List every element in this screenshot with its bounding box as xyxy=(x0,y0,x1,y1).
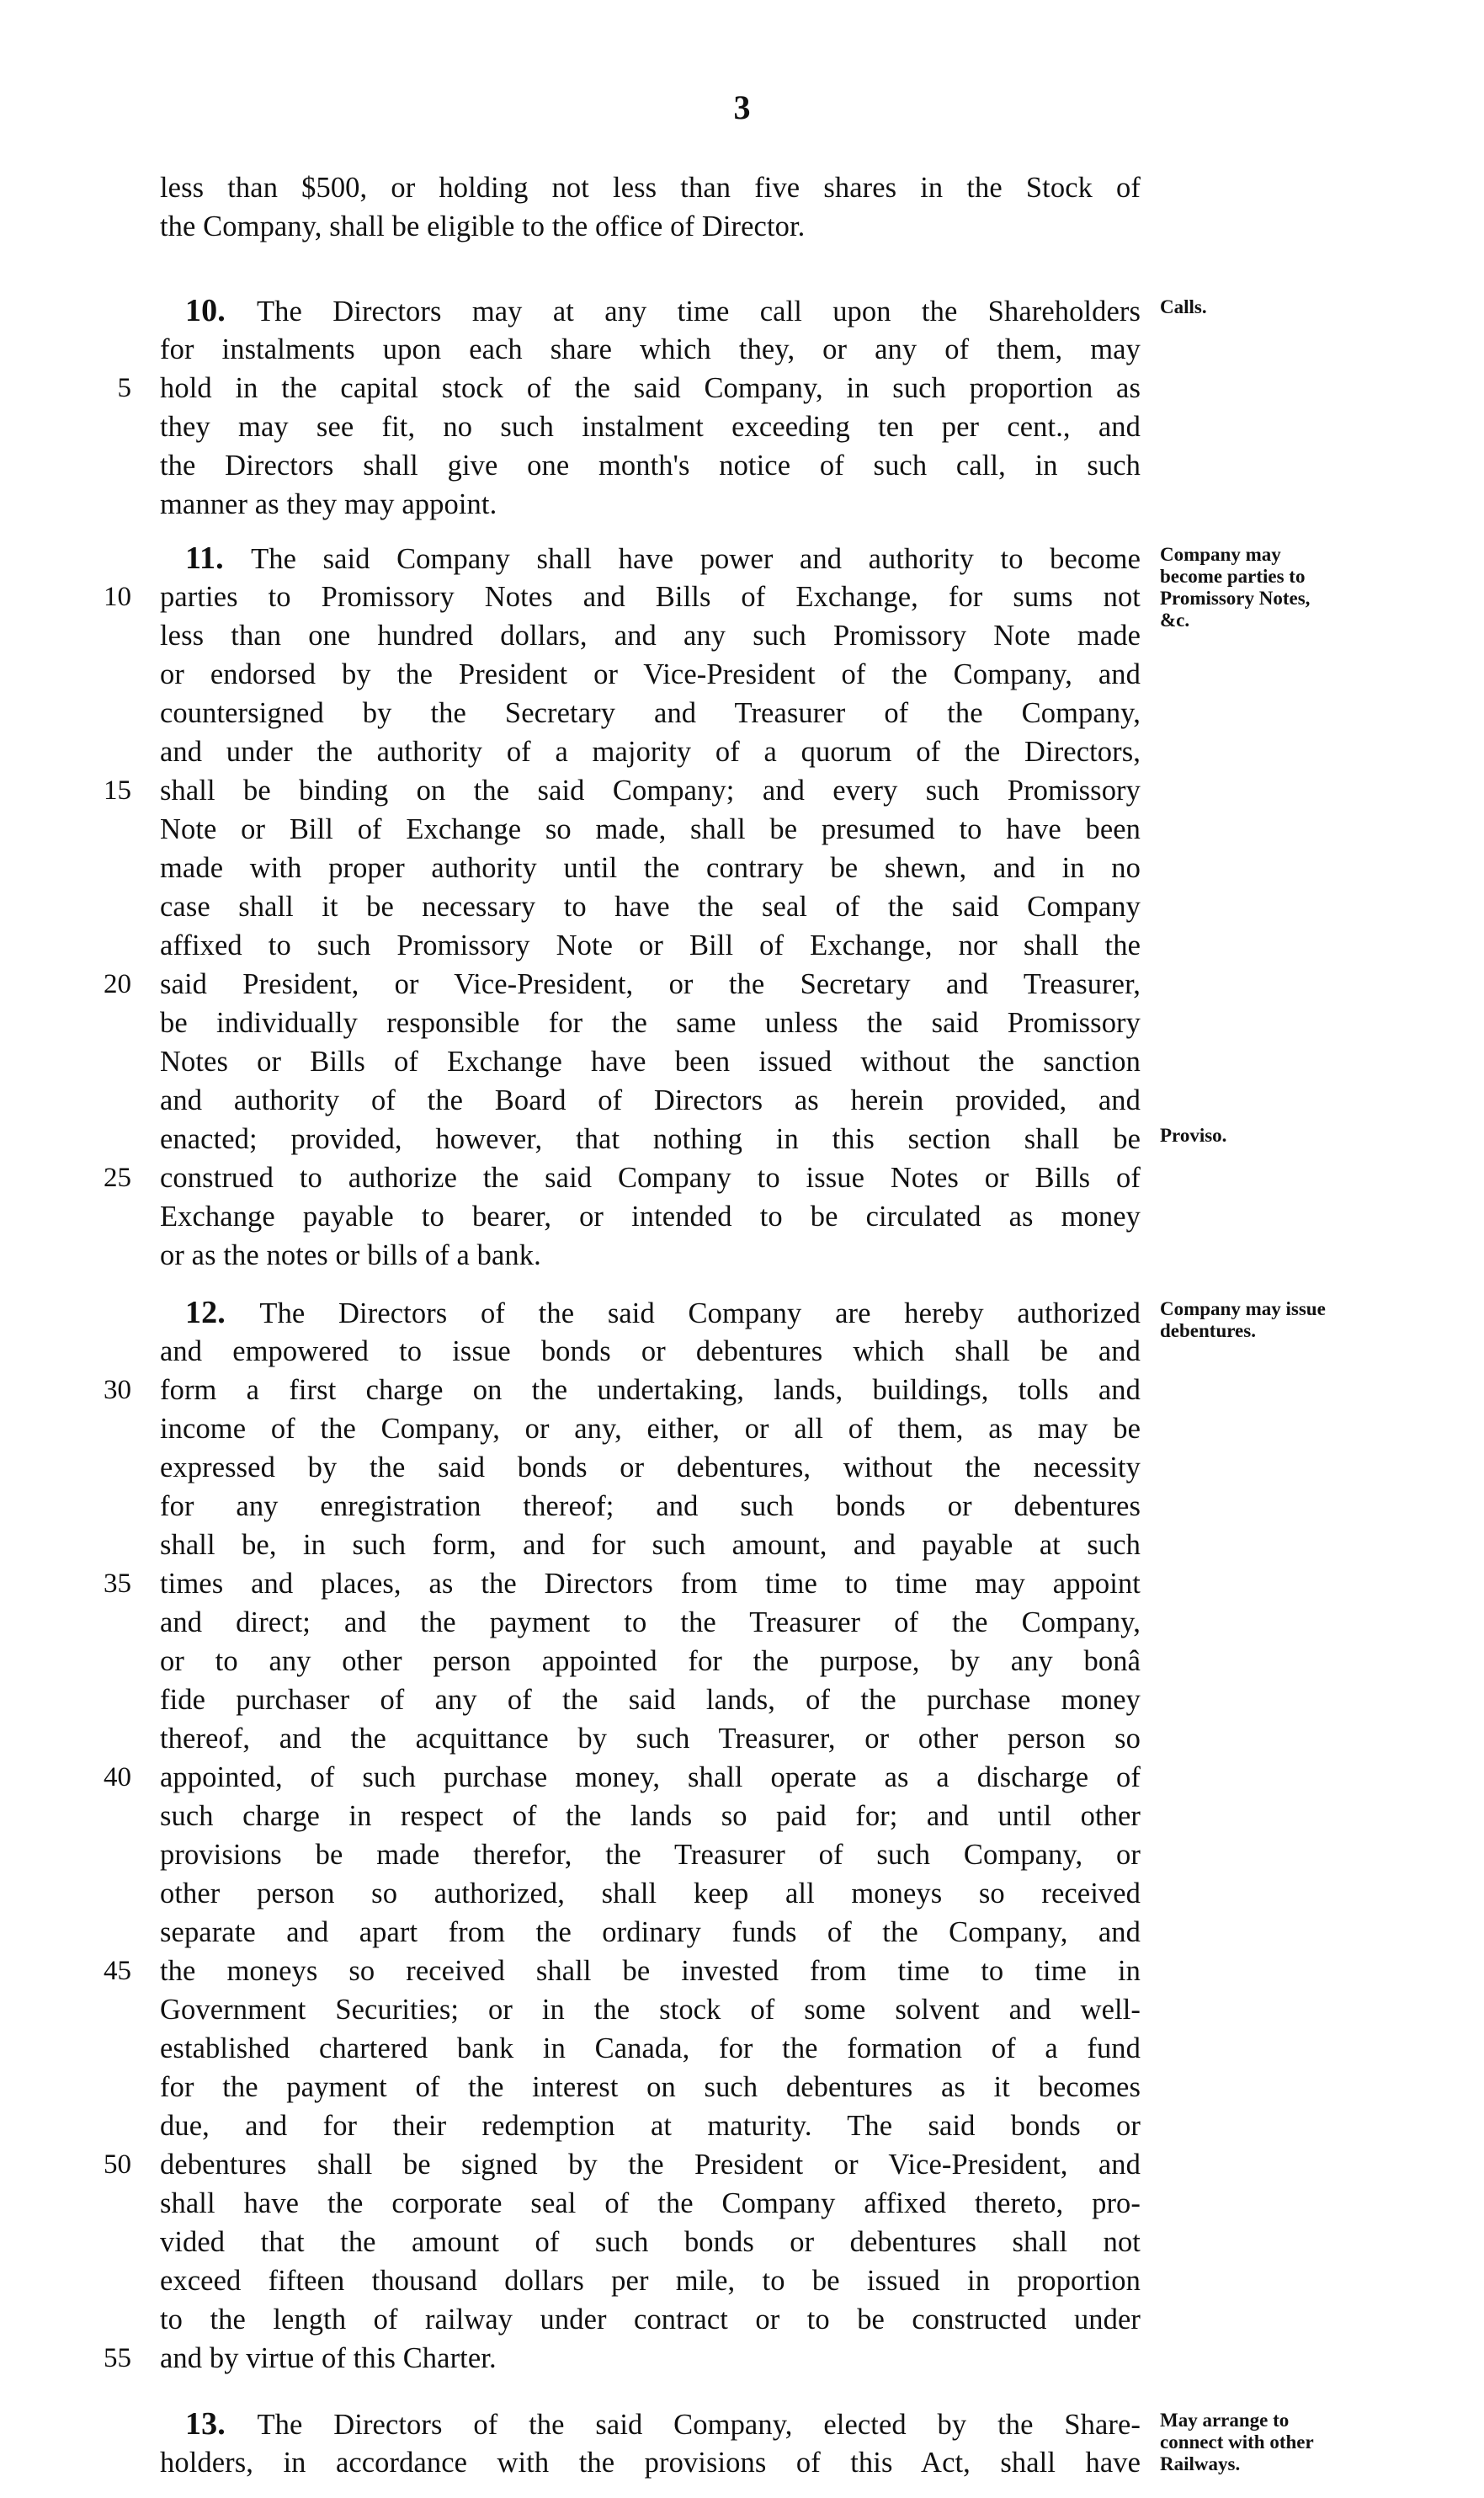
text-line xyxy=(160,810,1141,849)
line-text: exceed fifteen thousand dollars per mile, to be issued in proportion xyxy=(160,2265,1141,2297)
line-text: debentures shall be signed by the President or Vice-President, and xyxy=(160,2149,1141,2181)
line-text: manner as they may appoint. xyxy=(160,488,497,520)
line-text: for the payment of the interest on such debentures as it becomes xyxy=(160,2071,1141,2103)
text-line xyxy=(160,330,1141,369)
line-text: expressed by the said bonds or debentures, without the necessity xyxy=(160,1451,1141,1483)
margin-note: Company may issue debentures. xyxy=(1160,1298,1326,1341)
line-text: said President, or Vice-President, or the Secretary and Treasurer, xyxy=(160,968,1141,1000)
text-line xyxy=(160,2145,1141,2184)
line-number: 25 xyxy=(104,1163,131,1193)
text-line xyxy=(160,732,1141,771)
text-line xyxy=(160,616,1141,655)
text-line xyxy=(160,1293,1141,1333)
text-line xyxy=(160,1004,1141,1042)
text-line xyxy=(160,887,1141,926)
line-text: income of the Company, or any, either, or all of them, as may be xyxy=(160,1413,1141,1445)
line-text: The Directors of the said Company, elected by the Share- xyxy=(257,2409,1141,2441)
line-text: the Directors shall give one month's notice of such call, in such xyxy=(160,450,1141,482)
line-text: shall be binding on the said Company; and every such Promissory xyxy=(160,775,1141,807)
text-line xyxy=(160,1158,1141,1197)
text-line xyxy=(160,1332,1141,1371)
line-text: the moneys so received shall be invested from time to time in xyxy=(160,1955,1141,1987)
line-text: shall have the corporate seal of the Company affixed thereto, pro- xyxy=(160,2187,1141,2219)
line-text: thereof, and the acquittance by such Treasurer, or other person so xyxy=(160,1723,1141,1755)
text-line xyxy=(160,655,1141,694)
text-line xyxy=(160,849,1141,887)
text-line xyxy=(160,1081,1141,1120)
text-line xyxy=(160,2339,1141,2378)
line-text: hold in the capital stock of the said Company, in such proportion as xyxy=(160,372,1141,404)
text-line xyxy=(160,1835,1141,1874)
line-text: Note or Bill of Exchange so made, shall be presumed to have been xyxy=(160,813,1141,845)
line-number: 50 xyxy=(104,2149,131,2180)
line-text: affixed to such Promissory Note or Bill of Exchange, nor shall the xyxy=(160,929,1141,961)
text-line xyxy=(160,2029,1141,2068)
text-line xyxy=(160,1719,1141,1758)
line-number: 5 xyxy=(117,373,131,403)
line-text: The Directors of the said Company are hereby authorized xyxy=(259,1297,1141,1329)
line-text: shall be, in such form, and for such amount, and payable at such xyxy=(160,1529,1141,1561)
text-line xyxy=(160,539,1141,578)
margin-note: Calls. xyxy=(1160,296,1207,317)
section-number: 10. xyxy=(185,293,257,328)
text-line xyxy=(160,694,1141,732)
line-text: made with proper authority until the contrary be shewn, and in no xyxy=(160,852,1141,884)
line-text: the Company, shall be eligible to the office of Director. xyxy=(160,210,806,242)
line-text: be individually responsible for the same unless the said Promissory xyxy=(160,1007,1141,1039)
text-line xyxy=(160,2223,1141,2261)
text-line xyxy=(160,168,1141,207)
line-text: or as the notes or bills of a bank. xyxy=(160,1239,541,1271)
line-text: parties to Promissory Notes and Bills of Exchange, for sums not xyxy=(160,581,1141,613)
text-line xyxy=(160,2261,1141,2300)
line-number: 30 xyxy=(104,1375,131,1405)
line-text: provisions be made therefor, the Treasurer of such Company, or xyxy=(160,1839,1141,1871)
line-text: vided that the amount of such bonds or debentures shall not xyxy=(160,2226,1141,2258)
margin-note: Proviso. xyxy=(1160,1125,1227,1146)
text-line xyxy=(160,1874,1141,1913)
line-text: for instalments upon each share which they, or any of them, may xyxy=(160,333,1141,365)
line-text: to the length of railway under contract or to be constructed under xyxy=(160,2304,1141,2336)
margin-note: Company may become parties to Promissory Notes, &c. xyxy=(1160,544,1311,631)
line-text: construed to authorize the said Company to issue Notes or Bills of xyxy=(160,1162,1141,1194)
line-text: Exchange payable to bearer, or intended to be circulated as money xyxy=(160,1201,1141,1233)
text-line xyxy=(160,1526,1141,1564)
text-line xyxy=(160,578,1141,616)
line-text: The said Company shall have power and authority to become xyxy=(251,543,1141,575)
text-line xyxy=(160,446,1141,485)
text-line xyxy=(160,965,1141,1004)
text-line xyxy=(160,1197,1141,1236)
line-number: 45 xyxy=(104,1956,131,1986)
line-text: enacted; provided, however, that nothing in this section shall be xyxy=(160,1123,1141,1155)
line-text: they may see fit, no such instalment exceeding ten per cent., and xyxy=(160,411,1141,443)
text-line xyxy=(160,1642,1141,1680)
text-line xyxy=(160,369,1141,407)
text-line xyxy=(160,1042,1141,1081)
line-text: or endorsed by the President or Vice-President of the Company, and xyxy=(160,658,1141,690)
text-line xyxy=(160,1487,1141,1526)
text-line xyxy=(160,1120,1141,1158)
text-line xyxy=(160,291,1141,331)
text-line xyxy=(160,2300,1141,2339)
line-text: Government Securities; or in the stock of some solvent and well- xyxy=(160,1994,1141,2026)
line-text: such charge in respect of the lands so paid for; and until other xyxy=(160,1800,1141,1832)
line-text: less than one hundred dollars, and any such Promissory Note made xyxy=(160,620,1141,652)
line-number: 40 xyxy=(104,1762,131,1792)
text-line xyxy=(160,1448,1141,1487)
text-line xyxy=(160,2405,1141,2444)
text-line xyxy=(160,1913,1141,1952)
text-line xyxy=(160,1952,1141,1990)
line-number: 15 xyxy=(104,775,131,806)
text-line xyxy=(160,1371,1141,1409)
section-number: 11. xyxy=(185,541,252,576)
line-text: times and places, as the Directors from time to time may appoint xyxy=(160,1568,1141,1600)
text-line xyxy=(160,207,1141,246)
line-text: holders, in accordance with the provisions of this Act, shall have xyxy=(160,2447,1141,2479)
section-number: 13. xyxy=(185,2406,258,2442)
line-text: Notes or Bills of Exchange have been issued without the sanction xyxy=(160,1046,1141,1078)
line-number: 35 xyxy=(104,1569,131,1599)
text-line xyxy=(160,1564,1141,1603)
line-text: established chartered bank in Canada, for the formation of a fund xyxy=(160,2032,1141,2064)
line-text: or to any other person appointed for the purpose, by any bonâ xyxy=(160,1645,1141,1677)
line-text: due, and for their redemption at maturity. The said bonds or xyxy=(160,2110,1141,2142)
page-number: 3 xyxy=(733,88,751,126)
line-number: 10 xyxy=(104,582,131,612)
text-line xyxy=(160,1990,1141,2029)
line-text: other person so authorized, shall keep all moneys so received xyxy=(160,1877,1141,1909)
line-text: The Directors may at any time call upon the Shareholders xyxy=(257,296,1141,328)
line-text: form a first charge on the undertaking, lands, buildings, tolls and xyxy=(160,1374,1141,1406)
text-line xyxy=(160,926,1141,965)
line-text: case shall it be necessary to have the seal of the said Company xyxy=(160,891,1141,923)
line-text: and empowered to issue bonds or debentures which shall be and xyxy=(160,1335,1141,1367)
line-text: for any enregistration thereof; and such bonds or debentures xyxy=(160,1490,1141,1522)
line-text: fide purchaser of any of the said lands, of the purchase money xyxy=(160,1684,1141,1716)
text-line xyxy=(160,1236,1141,1275)
line-text: countersigned by the Secretary and Treasurer of the Company, xyxy=(160,697,1141,729)
text-line xyxy=(160,485,1141,524)
line-text: appointed, of such purchase money, shall operate as a discharge of xyxy=(160,1761,1141,1793)
text-line xyxy=(160,1797,1141,1835)
line-number: 55 xyxy=(104,2343,131,2373)
text-line xyxy=(160,2184,1141,2223)
text-line xyxy=(160,2068,1141,2107)
text-line xyxy=(160,1758,1141,1797)
line-text: less than $500, or holding not less than five shares in the Stock of xyxy=(160,172,1141,204)
text-line xyxy=(160,1409,1141,1448)
line-text: and authority of the Board of Directors as herein provided, and xyxy=(160,1084,1141,1116)
line-text: and by virtue of this Charter. xyxy=(160,2342,497,2374)
text-line xyxy=(160,2107,1141,2145)
text-line xyxy=(160,771,1141,810)
line-text: and direct; and the payment to the Treasurer of the Company, xyxy=(160,1606,1141,1638)
text-line xyxy=(160,2443,1141,2482)
text-line xyxy=(160,407,1141,446)
line-text: separate and apart from the ordinary funds of the Company, and xyxy=(160,1916,1141,1948)
text-line xyxy=(160,1680,1141,1719)
line-text: and under the authority of a majority of a quorum of the Directors, xyxy=(160,736,1141,768)
margin-note: May arrange to connect with other Railways. xyxy=(1160,2410,1314,2474)
line-number: 20 xyxy=(104,969,131,999)
text-line xyxy=(160,1603,1141,1642)
section-number: 12. xyxy=(185,1295,260,1330)
